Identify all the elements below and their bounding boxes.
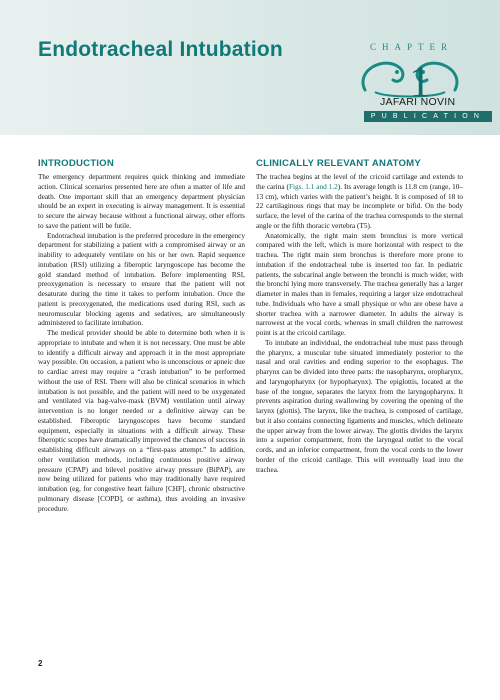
figure-reference-link[interactable]: Figs. 1.1 and 1.2	[288, 182, 338, 191]
anatomy-paragraph-1	[256, 173, 463, 232]
anatomy-text-a: The trachea begins at the level of the cricoid cartilage and extends to the carina (	[256, 173, 463, 191]
chapter-label: CHAPTER	[370, 42, 454, 52]
anatomy-text-b: ). Its average length is 11.8 cm (range, 10–13 cm), which varies with the patient’s height. It is composed of 18 to 22 cartilaginous rings that may be incomplete or bifid. On the body surface, the level of the carina of the trachea corresponds to the sternal angle or the fifth thoracic vertebra (T5).	[256, 182, 464, 230]
publisher-bar: PUBLICATION	[364, 111, 492, 122]
page-number: 2	[38, 659, 43, 668]
right-column	[256, 158, 463, 475]
intro-paragraph-2: Endotracheal intubation is the preferred procedure in the emergency department for stabilizing a patient with a compromised airway or an inability to adequately ventilate on his or her own. Rapid sequence intubation (RSI) utilizing a fiberoptic laryngoscope has become the gold standard method of intubation. Before implementing RSI, preoxygenation is necessary to ensure that the patient will not desaturate during the time it takes to perform intubation. Once the patient is preoxygenated, the medications used during RSI, such as neuromuscular blocking agents and sedatives, are simultaneously administered to facilitate intubation.	[38, 231, 245, 328]
left-column	[38, 158, 245, 514]
introduction-heading: INTRODUCTION	[38, 158, 114, 169]
chapter-number: 1	[409, 57, 431, 106]
anatomy-paragraph-3: To intubate an individual, the endotracheal tube must pass through the pharynx, a muscular tube situated immediately posterior to the nasal and oral cavities and ending superior to the esophagus. The pharynx can be divided into three parts: the nasopharynx, oropharynx, and laryngopharynx (or hypopharynx). The epiglottis, located at the base of the tongue, separates the larynx from the laryngopharynx. It prevents aspiration during swallowing by covering the opening of the larynx (glottis). The larynx, like the trachea, is composed of cartilage, but it also contains connecting ligaments and muscles, which delineate the upper airway from the lower airway. The glottis divides the larynx into a superior compartment, from the laryngeal outlet to the vocal cords, and an inferior compartment, from the vocal cords to the lower border of the cricoid cartilage. This will eventually lead into the trachea.	[256, 338, 463, 474]
publisher-name: JAFARI NOVIN	[380, 96, 456, 108]
page-header	[0, 0, 500, 135]
anatomy-heading: CLINICALLY RELEVANT ANATOMY	[256, 158, 421, 169]
chapter-title: Endotracheal Intubation	[38, 38, 283, 61]
intro-paragraph-3: The medical provider should be able to determine both when it is appropriate to intubate and when it is not necessary. One must be able to identify a difficult airway and approach it in the most appropriate way possible. On occasion, a patient who is unconscious or apneic due to cardiac arrest may require a “crash intubation” to be performed without the use of RSI. There will also be clinical scenarios in which intubation is not possible, and the patient will need to be oxygenated and ventilated via bag-valve-mask (BVM) ventilation until airway intervention is no longer needed or a definitive airway can be established. Fiberoptic laryngoscopes have become standard equipment, especially in situations with a difficult airway. These fiberoptic scopes have dramatically improved the chances of success in establishing difficult airways on a “first-pass attempt.” In addition, other ventilation methods, including continuous positive airway pressure (CPAP) and bilevel positive airway pressure (BiPAP), are now being utilized for patients who may traditionally have required intubation (eg, for congestive heart failure [CHF], chronic obstructive pulmonary disease [COPD], or asthma), thus avoiding an invasive procedure.	[38, 329, 245, 513]
anatomy-paragraph-2: Anatomically, the right main stem bronchus is more vertical compared with the left, which is more horizontal with respect to the trachea. The right main stem bronchus is therefore more prone to intubation if the endotracheal tube is inserted too far. In pediatric patients, the subcarinal angle between the bronchi is much wider, with the bronchi lying more transversely. The trachea generally has a larger diameter in males than in females, requiring a larger size endotracheal tube. Individuals who have a small physique or who are obese have a shorter trachea with a narrower diameter. In adults the airway is narrowest at the vocal cords, whereas in small children the narrowest point is at the cricoid cartilage.	[256, 231, 463, 337]
intro-paragraph-1: The emergency department requires quick thinking and immediate action. Clinical scenarios presented here are often a matter of life and death. One important skill that an emergency department physician should be an expert in executing is airway management. It is essential to secure the airway because without a functional airway, other efforts to save the patient will be futile.	[38, 173, 245, 230]
